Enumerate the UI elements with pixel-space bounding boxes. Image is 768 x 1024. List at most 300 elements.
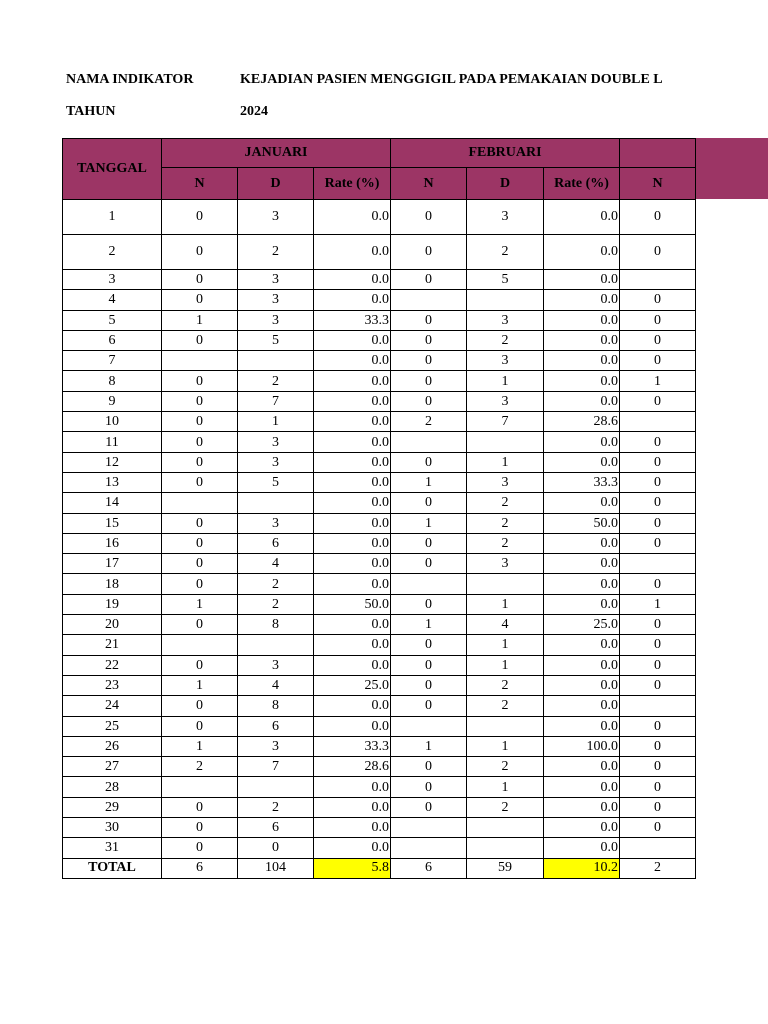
table-cell: 2 [467,235,544,270]
table-cell: 1 [467,655,544,675]
table-cell: 0.0 [544,696,620,716]
table-cell: 1 [162,310,238,330]
table-cell: 2 [467,330,544,350]
table-cell: 28.6 [314,757,391,777]
table-cell: 0 [620,716,696,736]
date-cell: 3 [63,270,162,290]
date-cell: 31 [63,838,162,858]
table-row [63,472,696,492]
table-row [63,838,696,858]
table-cell: 0 [620,777,696,797]
table-cell: 2 [467,757,544,777]
subheader-d: D [467,168,544,200]
table-cell: 0 [391,371,467,391]
table-body [63,200,696,859]
date-cell: 8 [63,371,162,391]
table-cell: 4 [238,675,314,695]
table-cell: 0 [162,838,238,858]
table-cell: 0 [620,493,696,513]
table-cell [238,493,314,513]
table-row [63,391,696,411]
table-cell: 0.0 [314,797,391,817]
header-month-next [620,139,696,168]
table-row [63,615,696,635]
date-cell: 25 [63,716,162,736]
table-cell: 0 [391,797,467,817]
table-row [63,635,696,655]
table-row [63,797,696,817]
table-cell: 0 [620,351,696,371]
table-cell: 0.0 [314,655,391,675]
table-row [63,235,696,270]
table-cell: 0.0 [314,235,391,270]
table-row [63,412,696,432]
table-cell: 0 [620,533,696,553]
table-cell: 0 [238,838,314,858]
table-cell: 0.0 [544,716,620,736]
table-cell: 0 [620,757,696,777]
table-cell: 1 [391,615,467,635]
table-cell: 0.0 [314,472,391,492]
table-row [63,533,696,553]
table-cell: 0 [391,635,467,655]
table-cell: 0 [391,696,467,716]
table-cell: 0 [162,615,238,635]
table-cell: 0 [162,270,238,290]
table-cell: 0.0 [544,533,620,553]
table-cell: 3 [238,200,314,235]
date-cell: 11 [63,432,162,452]
table-cell: 50.0 [314,594,391,614]
total-cell: 6 [391,858,467,878]
table-cell: 3 [238,452,314,472]
table-cell: 7 [238,757,314,777]
table-cell: 3 [238,736,314,756]
table-cell: 6 [238,716,314,736]
table-cell: 2 [238,797,314,817]
table-cell: 0.0 [544,635,620,655]
table-cell: 0 [391,777,467,797]
table-cell: 3 [467,472,544,492]
table-cell: 2 [238,371,314,391]
table-cell: 1 [620,594,696,614]
date-cell: 18 [63,574,162,594]
table-cell: 5 [238,330,314,350]
table-row [63,310,696,330]
date-cell: 4 [63,290,162,310]
table-cell: 0 [162,452,238,472]
year-value: 2024 [240,104,268,119]
table-cell: 0 [620,290,696,310]
table-cell [238,351,314,371]
table-cell: 0 [620,330,696,350]
table-cell: 0.0 [314,330,391,350]
table-row [63,675,696,695]
table-cell: 33.3 [314,310,391,330]
table-cell: 0 [391,330,467,350]
date-cell: 22 [63,655,162,675]
table-cell [620,554,696,574]
table-cell: 0 [620,736,696,756]
table-cell: 25.0 [314,675,391,695]
table-cell: 3 [467,310,544,330]
table-cell: 0.0 [314,716,391,736]
table-cell: 0 [391,554,467,574]
table-cell [467,290,544,310]
table-cell [162,635,238,655]
table-row [63,270,696,290]
table-cell: 0.0 [314,290,391,310]
table-row [63,330,696,350]
table-cell: 1 [162,736,238,756]
date-cell: 17 [63,554,162,574]
table-cell: 0 [162,290,238,310]
header-month-januari: JANUARI [162,139,391,168]
table-cell: 0.0 [314,533,391,553]
table-cell: 0.0 [544,200,620,235]
table-row [63,452,696,472]
table-row [63,290,696,310]
table-row [63,200,696,235]
table-row [63,736,696,756]
table-cell: 0 [162,391,238,411]
table-row [63,432,696,452]
table-cell: 0 [162,472,238,492]
table-cell [467,716,544,736]
table-cell: 0.0 [544,371,620,391]
date-cell: 21 [63,635,162,655]
table-cell: 0 [162,432,238,452]
table-cell: 0 [162,554,238,574]
table-cell: 7 [467,412,544,432]
table-cell: 0.0 [544,655,620,675]
table-cell: 0.0 [314,412,391,432]
table-cell: 2 [391,412,467,432]
table-cell: 0 [620,310,696,330]
table-cell: 0.0 [314,615,391,635]
table-cell: 0.0 [314,838,391,858]
year-label: TAHUN [66,104,116,119]
table-cell: 0 [620,574,696,594]
table-cell: 0 [391,452,467,472]
table-cell: 0.0 [544,675,620,695]
table-row [63,818,696,838]
table-cell: 2 [238,235,314,270]
subheader-n: N [620,168,696,200]
table-cell: 0 [162,696,238,716]
table-row [63,696,696,716]
table-cell: 3 [238,290,314,310]
table-cell: 8 [238,615,314,635]
date-cell: 16 [63,533,162,553]
subheader-n: N [391,168,467,200]
date-cell: 1 [63,200,162,235]
table-cell: 0 [162,533,238,553]
date-cell: 20 [63,615,162,635]
table-cell: 0.0 [544,330,620,350]
date-cell: 2 [63,235,162,270]
table-cell [391,290,467,310]
table-row [63,716,696,736]
table-cell: 7 [238,391,314,411]
indicator-label: NAMA INDIKATOR [66,72,194,87]
date-cell: 6 [63,330,162,350]
table-row [63,594,696,614]
table-cell [467,432,544,452]
table-cell: 50.0 [544,513,620,533]
table-cell: 0.0 [314,391,391,411]
table-cell: 0.0 [314,200,391,235]
total-cell: 6 [162,858,238,878]
table-cell: 3 [467,200,544,235]
table-cell: 8 [238,696,314,716]
table-cell: 0.0 [314,574,391,594]
date-cell: 19 [63,594,162,614]
table-cell: 100.0 [544,736,620,756]
table-cell: 0.0 [314,351,391,371]
table-cell [162,493,238,513]
table-cell: 3 [238,270,314,290]
table-cell: 0 [391,200,467,235]
date-cell: 29 [63,797,162,817]
table-cell: 1 [467,736,544,756]
table-cell [238,635,314,655]
table-cell: 2 [467,696,544,716]
table-row [63,513,696,533]
table-cell [620,412,696,432]
date-cell: 9 [63,391,162,411]
table-row [63,757,696,777]
table-cell: 0.0 [544,757,620,777]
table-cell: 3 [238,513,314,533]
table-cell: 0 [391,655,467,675]
table-cell: 0 [391,351,467,371]
table-cell: 1 [467,635,544,655]
header-tanggal: TANGGAL [63,139,162,200]
table-cell: 1 [238,412,314,432]
date-cell: 30 [63,818,162,838]
table-cell: 4 [238,554,314,574]
table-cell: 6 [238,533,314,553]
table-cell: 4 [467,615,544,635]
table-cell: 1 [467,371,544,391]
data-table [62,138,696,879]
table-cell: 2 [467,513,544,533]
subheader-rate: Rate (%) [314,168,391,200]
table-cell: 0.0 [314,513,391,533]
table-cell: 0 [620,472,696,492]
table-cell: 0.0 [314,452,391,472]
table-cell: 3 [238,655,314,675]
table-cell: 0 [391,594,467,614]
table-cell: 0 [162,371,238,391]
header-band-overflow [696,138,768,199]
total-cell: 2 [620,858,696,878]
table-cell: 1 [467,452,544,472]
table-cell: 0 [620,391,696,411]
table-cell: 25.0 [544,615,620,635]
table-cell: 1 [391,513,467,533]
table-cell [620,696,696,716]
table-cell: 0.0 [544,777,620,797]
table-cell: 0 [620,615,696,635]
date-cell: 5 [63,310,162,330]
table-cell: 0.0 [544,235,620,270]
table-cell: 0.0 [544,432,620,452]
table-cell: 0 [162,797,238,817]
table-cell: 0.0 [544,594,620,614]
table-cell: 0 [391,235,467,270]
date-cell: 12 [63,452,162,472]
table-cell: 0.0 [314,371,391,391]
table-cell: 0.0 [544,452,620,472]
table-row [63,493,696,513]
table-cell: 0 [391,533,467,553]
table-cell: 28.6 [544,412,620,432]
table-cell: 2 [467,533,544,553]
table-cell: 6 [238,818,314,838]
table-cell: 0 [391,270,467,290]
date-cell: 15 [63,513,162,533]
table-cell: 33.3 [314,736,391,756]
table-cell [391,574,467,594]
table-cell: 0 [620,655,696,675]
subheader-d: D [238,168,314,200]
table-row [63,655,696,675]
table-cell: 0.0 [544,554,620,574]
table-cell: 0.0 [544,270,620,290]
table-cell: 1 [467,777,544,797]
table-cell: 0 [162,655,238,675]
table-cell [467,838,544,858]
table-cell: 0 [162,200,238,235]
table-cell: 2 [467,797,544,817]
table-cell: 1 [162,675,238,695]
table-cell: 2 [238,574,314,594]
table-cell: 0.0 [544,818,620,838]
total-rate-januari: 5.8 [314,858,391,878]
table-cell: 0 [391,391,467,411]
table-cell: 2 [238,594,314,614]
table-cell: 0 [162,330,238,350]
subheader-rate: Rate (%) [544,168,620,200]
table-cell: 0.0 [314,554,391,574]
table-cell: 1 [467,594,544,614]
table-cell: 0 [620,635,696,655]
table-cell: 1 [391,472,467,492]
table-row [63,574,696,594]
table-cell: 0 [162,412,238,432]
table-cell: 0.0 [314,635,391,655]
total-cell: 59 [467,858,544,878]
indicator-value: KEJADIAN PASIEN MENGGIGIL PADA PEMAKAIAN DOUBLE L [240,72,663,87]
table-cell: 1 [391,736,467,756]
table-cell: 5 [238,472,314,492]
table-cell: 0.0 [314,270,391,290]
total-label: TOTAL [63,858,162,878]
table-cell: 0 [162,818,238,838]
table-cell: 0.0 [314,818,391,838]
table-cell: 0.0 [544,310,620,330]
table-cell: 0.0 [314,696,391,716]
table-cell: 33.3 [544,472,620,492]
date-cell: 7 [63,351,162,371]
table-cell: 2 [162,757,238,777]
date-cell: 13 [63,472,162,492]
table-cell: 0.0 [544,391,620,411]
table-cell [391,432,467,452]
table-cell: 0 [162,235,238,270]
table-row [63,554,696,574]
table-cell: 0 [620,675,696,695]
table-cell: 0 [620,235,696,270]
table-cell [391,716,467,736]
table-cell: 5 [467,270,544,290]
date-cell: 26 [63,736,162,756]
table-cell [467,574,544,594]
table-cell: 0 [391,675,467,695]
table-cell: 0.0 [544,797,620,817]
table-cell: 0 [620,200,696,235]
subheader-n: N [162,168,238,200]
date-cell: 10 [63,412,162,432]
table-cell [162,777,238,797]
table-cell: 0.0 [314,777,391,797]
table-cell [238,777,314,797]
table-cell: 1 [162,594,238,614]
table-cell: 0 [620,818,696,838]
table-cell [162,351,238,371]
table-cell: 0 [391,493,467,513]
table-cell [620,838,696,858]
date-cell: 14 [63,493,162,513]
table-cell: 0 [162,513,238,533]
table-cell: 3 [467,351,544,371]
table-cell: 0.0 [544,493,620,513]
table-cell: 0.0 [314,493,391,513]
table-cell [391,838,467,858]
table-cell: 0 [620,513,696,533]
table-row [63,351,696,371]
table-cell: 0 [620,432,696,452]
table-cell: 0 [162,716,238,736]
table-cell: 3 [238,432,314,452]
table-row [63,777,696,797]
total-rate-februari: 10.2 [544,858,620,878]
header-month-februari: FEBRUARI [391,139,620,168]
table-cell: 3 [467,391,544,411]
table-cell: 3 [467,554,544,574]
table-cell [391,818,467,838]
table-cell: 0 [620,452,696,472]
table-cell: 0.0 [544,574,620,594]
table-cell [467,818,544,838]
table-cell: 0.0 [544,290,620,310]
table-cell: 0 [391,310,467,330]
table-row [63,371,696,391]
date-cell: 23 [63,675,162,695]
table-cell: 0 [162,574,238,594]
table-cell: 3 [238,310,314,330]
table-cell: 0.0 [544,838,620,858]
table-cell: 2 [467,675,544,695]
date-cell: 27 [63,757,162,777]
table-cell: 2 [467,493,544,513]
table-cell: 1 [620,371,696,391]
date-cell: 24 [63,696,162,716]
table-cell [620,270,696,290]
total-row [63,858,696,878]
